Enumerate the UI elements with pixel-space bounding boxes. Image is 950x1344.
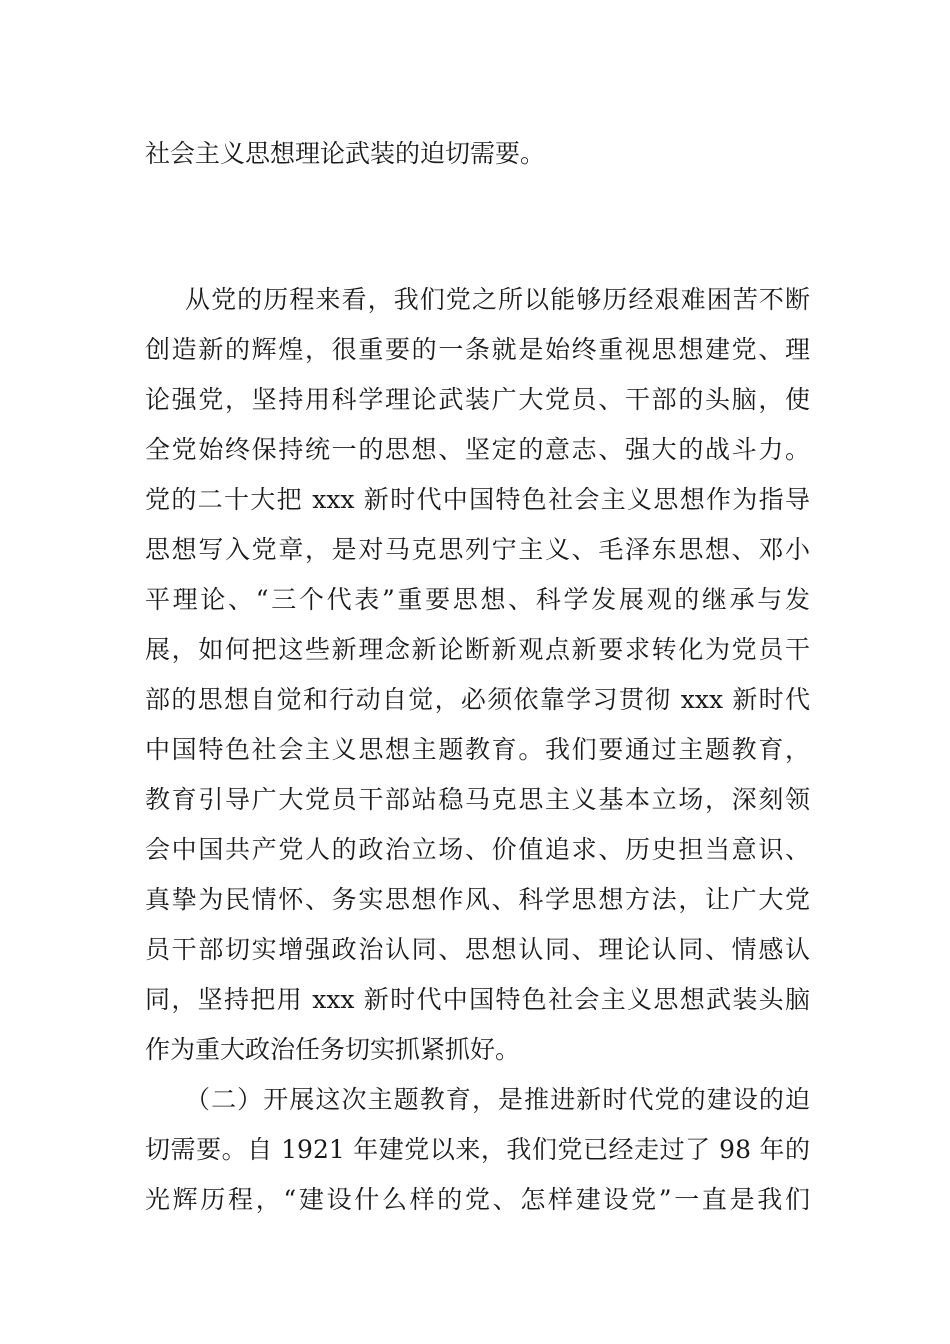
paragraph-line: 平理论、“三个代表”重要思想、科学发展观的继承与发	[145, 585, 810, 614]
paragraph-line: 光辉历程，“建设什么样的党、怎样建设党”一直是我们	[145, 1185, 810, 1214]
paragraph-line: 思想写入党章，是对马克思列宁主义、毛泽东思想、邓小	[145, 535, 810, 564]
paragraph-line: 会中国共产党人的政治立场、价值追求、历史担当意识、	[145, 835, 810, 864]
paragraph-line: 中国特色社会主义思想主题教育。我们要通过主题教育，	[145, 735, 810, 764]
paragraph-line: 同，坚持把用 xxx 新时代中国特色社会主义思想武装头脑	[145, 985, 810, 1014]
paragraph-line: 从党的历程来看，我们党之所以能够历经艰难困苦不断	[185, 285, 810, 314]
paragraph-line: 员干部切实增强政治认同、思想认同、理论认同、情感认	[145, 935, 810, 964]
paragraph-line: （二）开展这次主题教育，是推进新时代党的建设的迫	[185, 1085, 810, 1114]
paragraph-line: 全党始终保持统一的思想、坚定的意志、强大的战斗力。	[145, 435, 810, 464]
paragraph-line: 切需要。自 1921 年建党以来，我们党已经走过了 98 年的	[145, 1135, 810, 1164]
paragraph-line: 展，如何把这些新理念新论断新观点新要求转化为党员干	[145, 635, 810, 664]
paragraph-line: 论强党，坚持用科学理论武装广大党员、干部的头脑，使	[145, 385, 810, 414]
paragraph-line: 教育引导广大党员干部站稳马克思主义基本立场，深刻领	[145, 785, 810, 814]
paragraph-line: 真挚为民情怀、务实思想作风、科学思想方法，让广大党	[145, 885, 810, 914]
paragraph-line: 党的二十大把 xxx 新时代中国特色社会主义思想作为指导	[145, 485, 810, 514]
paragraph-line: 部的思想自觉和行动自觉，必须依靠学习贯彻 xxx 新时代	[145, 685, 810, 714]
paragraph-line: 作为重大政治任务切实抓紧抓好。	[145, 1035, 521, 1064]
paragraph-line: 创造新的辉煌，很重要的一条就是始终重视思想建党、理	[145, 335, 810, 364]
continuation-line: 社会主义思想理论武装的迫切需要。	[145, 139, 546, 168]
